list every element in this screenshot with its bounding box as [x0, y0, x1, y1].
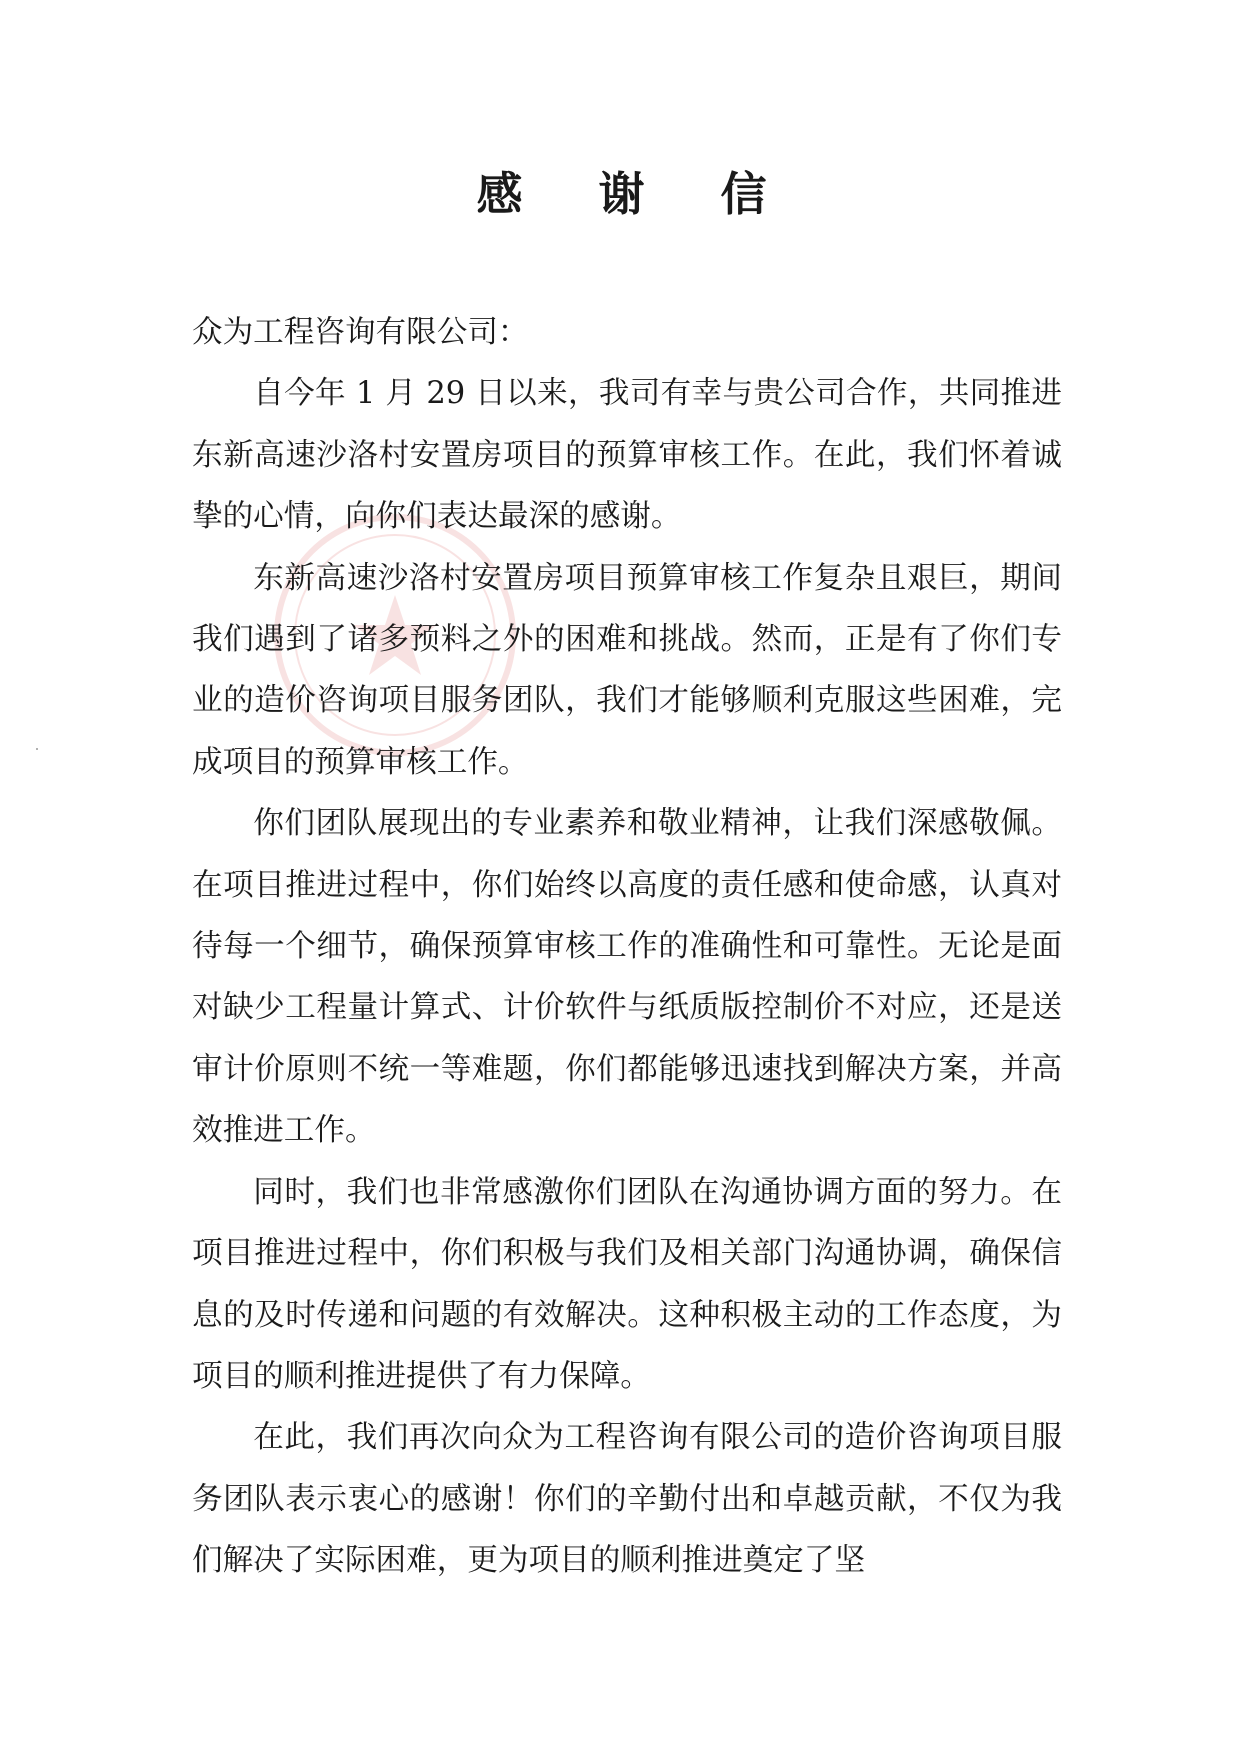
letter-paragraph-1: 自今年 1 月 29 日以来，我司有幸与贵公司合作，共同推进东新高速沙洛村安置房项目的预算审核工作。在此，我们怀着诚挚的心情，向你们表达最深的感谢。 [192, 376, 1062, 535]
letter-title: 感 谢 信 [476, 167, 797, 221]
letter-paragraph-4: 同时，我们也非常感激你们团队在沟通协调方面的努力。在项目推进过程中，你们积极与我们及相关部门沟通协调，确保信息的及时传递和问题的有效解决。这种积极主动的工作态度，为项目的顺利推进提供了有力保障。 [192, 1174, 1062, 1394]
letter-salutation: 众为工程咨询有限公司： [192, 315, 529, 350]
letter-paragraph-2: 东新高速沙洛村安置房项目预算审核工作复杂且艰巨，期间我们遇到了诸多预料之外的困难和挑战。然而，正是有了你们专业的造价咨询项目服务团队，我们才能够顺利克服这些困难，完成项目的预算审核工作。 [192, 560, 1062, 780]
letter-body [192, 302, 1062, 1592]
letter-paragraph-5: 在此，我们再次向众为工程咨询有限公司的造价咨询项目服务团队表示衷心的感谢！你们的辛勤付出和卓越贡献，不仅为我们解决了实际困难，更为项目的顺利推进奠定了坚 [192, 1420, 1062, 1579]
letter-paragraph-3: 你们团队展现出的专业素养和敬业精神，让我们深感敬佩。在项目推进过程中，你们始终以高度的责任感和使命感，认真对待每一个细节，确保预算审核工作的准确性和可靠性。无论是面对缺少工程量计算式、计价软件与纸质版控制价不对应，还是送审计价原则不统一等难题，你们都能够迅速找到解决方案，并高效推进工作。 [192, 806, 1062, 1149]
scan-speck [36, 748, 38, 750]
